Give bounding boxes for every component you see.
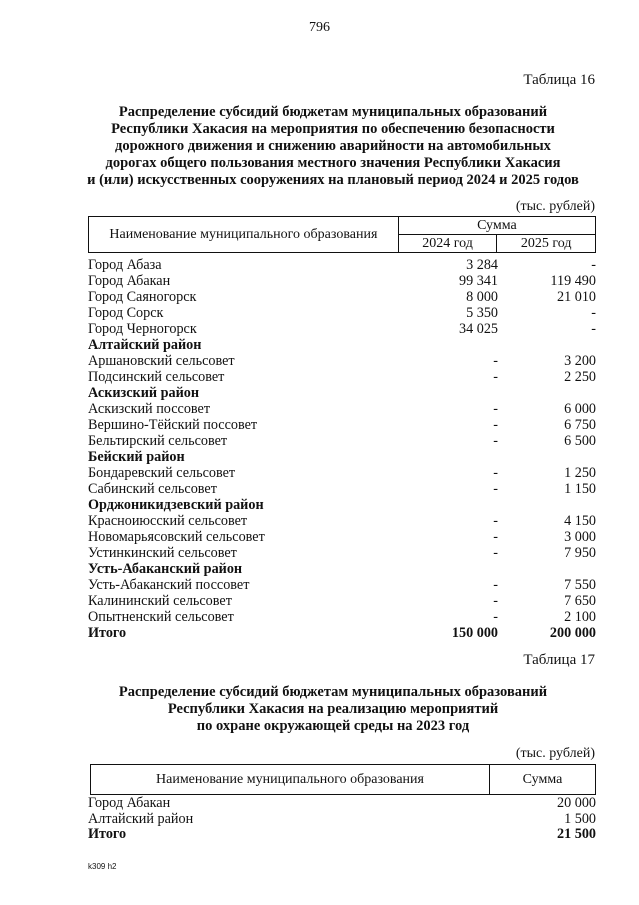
row-value-2024: -	[493, 593, 498, 609]
table-row	[88, 796, 598, 812]
row-name: Город Саяногорск	[88, 289, 197, 305]
table-row	[88, 465, 598, 481]
row-value-2025: 3 200	[564, 353, 596, 369]
table-row	[88, 513, 598, 529]
table-row	[88, 417, 598, 433]
table16-title	[40, 104, 626, 189]
header-sum-col: Сумма	[490, 765, 596, 795]
table-row	[88, 625, 598, 641]
table-row	[88, 337, 598, 353]
table17-body	[88, 796, 598, 843]
table-row	[88, 561, 598, 577]
row-value-2024: -	[493, 401, 498, 417]
row-value-2025: -	[591, 305, 596, 321]
row-name: Город Черногорск	[88, 321, 197, 337]
row-value-2024: 8 000	[466, 289, 498, 305]
table-row	[88, 827, 598, 843]
row-name: Калининский сельсовет	[88, 593, 232, 609]
title-line: дорожного движения и снижению аварийности на автомобильных	[115, 138, 551, 154]
table16-unit: (тыс. рублей)	[515, 199, 595, 214]
table-row	[88, 385, 598, 401]
row-value-2025: 3 000	[564, 529, 596, 545]
row-value-2024: 3 284	[466, 257, 498, 273]
header-year-2024: 2024 год	[398, 235, 497, 253]
table17-title	[40, 684, 626, 735]
row-value-2024: -	[493, 465, 498, 481]
row-name: Вершино-Тёйский поссовет	[88, 417, 258, 433]
row-value-2024: -	[493, 353, 498, 369]
row-name: Аршановский сельсовет	[88, 353, 235, 369]
row-value-2025: 2 100	[564, 609, 596, 625]
row-value-2025: 6 750	[564, 417, 596, 433]
row-name: Бельтирский сельсовет	[88, 433, 228, 449]
row-name: Алтайский район	[88, 810, 194, 827]
page-number: 796	[309, 20, 330, 35]
row-value-2025: 2 250	[564, 369, 596, 385]
table-row	[88, 577, 598, 593]
row-name: Опытненский сельсовет	[88, 609, 234, 625]
row-value-2025: 119 490	[550, 273, 596, 289]
row-name: Красноиюсский сельсовет	[88, 513, 248, 529]
row-value-2025: 1 250	[564, 465, 596, 481]
row-name: Орджоникидзевский район	[88, 497, 264, 513]
row-value-2024: -	[493, 609, 498, 625]
table17-header	[90, 764, 596, 795]
footer-code: k309 h2	[88, 862, 117, 871]
table-row	[88, 273, 598, 289]
row-name: Город Абакан	[88, 795, 171, 811]
row-value-2024: -	[493, 417, 498, 433]
row-value-2025: 200 000	[549, 625, 596, 641]
row-value: 20 000	[556, 795, 596, 811]
row-name: Сабинский сельсовет	[88, 481, 217, 497]
table-row	[88, 289, 598, 305]
row-name: Бейский район	[88, 449, 185, 465]
table17-unit: (тыс. рублей)	[515, 746, 595, 761]
row-value-2025: 21 010	[556, 289, 596, 305]
header-year-2025: 2025 год	[497, 235, 596, 253]
row-value-2025: -	[591, 321, 596, 337]
row-value-2024: -	[493, 529, 498, 545]
row-value-2025: 7 950	[564, 545, 596, 561]
row-name: Аскизский район	[88, 385, 200, 401]
row-name: Аскизский поссовет	[88, 401, 211, 417]
row-value-2024: 99 341	[458, 273, 498, 289]
table-row	[88, 449, 598, 465]
title-line: и (или) искусственных сооружениях на плановый период 2024 и 2025 годов	[87, 172, 579, 188]
table-row	[88, 257, 598, 273]
table16-label: Таблица 16	[523, 72, 595, 88]
title-line: Распределение субсидий бюджетам муниципальных образований	[118, 104, 548, 120]
row-value-2024: 34 025	[458, 321, 498, 337]
row-value-2025: 1 150	[564, 481, 596, 497]
title-line: дорогах общего пользования местного значения Республики Хакасия	[105, 155, 561, 171]
row-value-2025: 7 550	[564, 577, 596, 593]
row-value-2025: 7 650	[564, 593, 596, 609]
table-row	[88, 305, 598, 321]
table-row	[88, 353, 598, 369]
header-sum-col: Сумма	[398, 217, 595, 235]
row-value-2024: 5 350	[466, 305, 498, 321]
row-name: Город Абаза	[88, 257, 162, 273]
row-value-2024: 150 000	[451, 625, 498, 641]
table-row	[88, 529, 598, 545]
row-value-2025: 6 500	[564, 433, 596, 449]
table-row	[88, 812, 598, 828]
row-name: Алтайский район	[88, 337, 202, 353]
row-value-2024: -	[493, 369, 498, 385]
header-name-col: Наименование муниципального образования	[89, 217, 399, 253]
header-name-col: Наименование муниципального образования	[91, 765, 490, 795]
row-value-2024: -	[493, 513, 498, 529]
table-row	[88, 593, 598, 609]
table-row	[88, 433, 598, 449]
title-line: Республики Хакасия на мероприятия по обеспечению безопасности	[111, 121, 555, 137]
row-value-2025: 4 150	[564, 513, 596, 529]
table-row	[88, 369, 598, 385]
row-value-2024: -	[493, 545, 498, 561]
row-name: Новомарьясовский сельсовет	[88, 529, 265, 545]
row-value: 1 500	[564, 810, 596, 827]
row-name: Город Сорск	[88, 305, 164, 321]
row-name: Бондаревский сельсовет	[88, 465, 236, 481]
table-row	[88, 545, 598, 561]
table-row	[88, 497, 598, 513]
table-row	[88, 481, 598, 497]
title-line: Распределение субсидий бюджетам муниципальных образований	[118, 684, 548, 700]
row-name: Город Абакан	[88, 273, 171, 289]
title-line: Республики Хакасия на реализацию мероприятий	[167, 701, 499, 717]
table-row	[88, 321, 598, 337]
row-value-2024: -	[493, 433, 498, 449]
row-name: Итого	[88, 625, 127, 641]
row-name: Усть-Абаканский поссовет	[88, 577, 250, 593]
table17-label: Таблица 17	[523, 652, 595, 668]
row-value-2025: -	[591, 257, 596, 273]
table-row	[88, 401, 598, 417]
row-name: Устинкинский сельсовет	[88, 545, 237, 561]
row-value-2025: 6 000	[564, 401, 596, 417]
row-name: Усть-Абаканский район	[88, 561, 243, 577]
row-name: Итого	[88, 826, 127, 842]
row-value-2024: -	[493, 577, 498, 593]
table16-body	[88, 257, 598, 641]
title-line: по охране окружающей среды на 2023 год	[196, 718, 470, 734]
table-row	[88, 609, 598, 625]
row-name: Подсинский сельсовет	[88, 369, 225, 385]
table16-header	[88, 216, 596, 253]
row-value: 21 500	[556, 826, 596, 842]
row-value-2024: -	[493, 481, 498, 497]
